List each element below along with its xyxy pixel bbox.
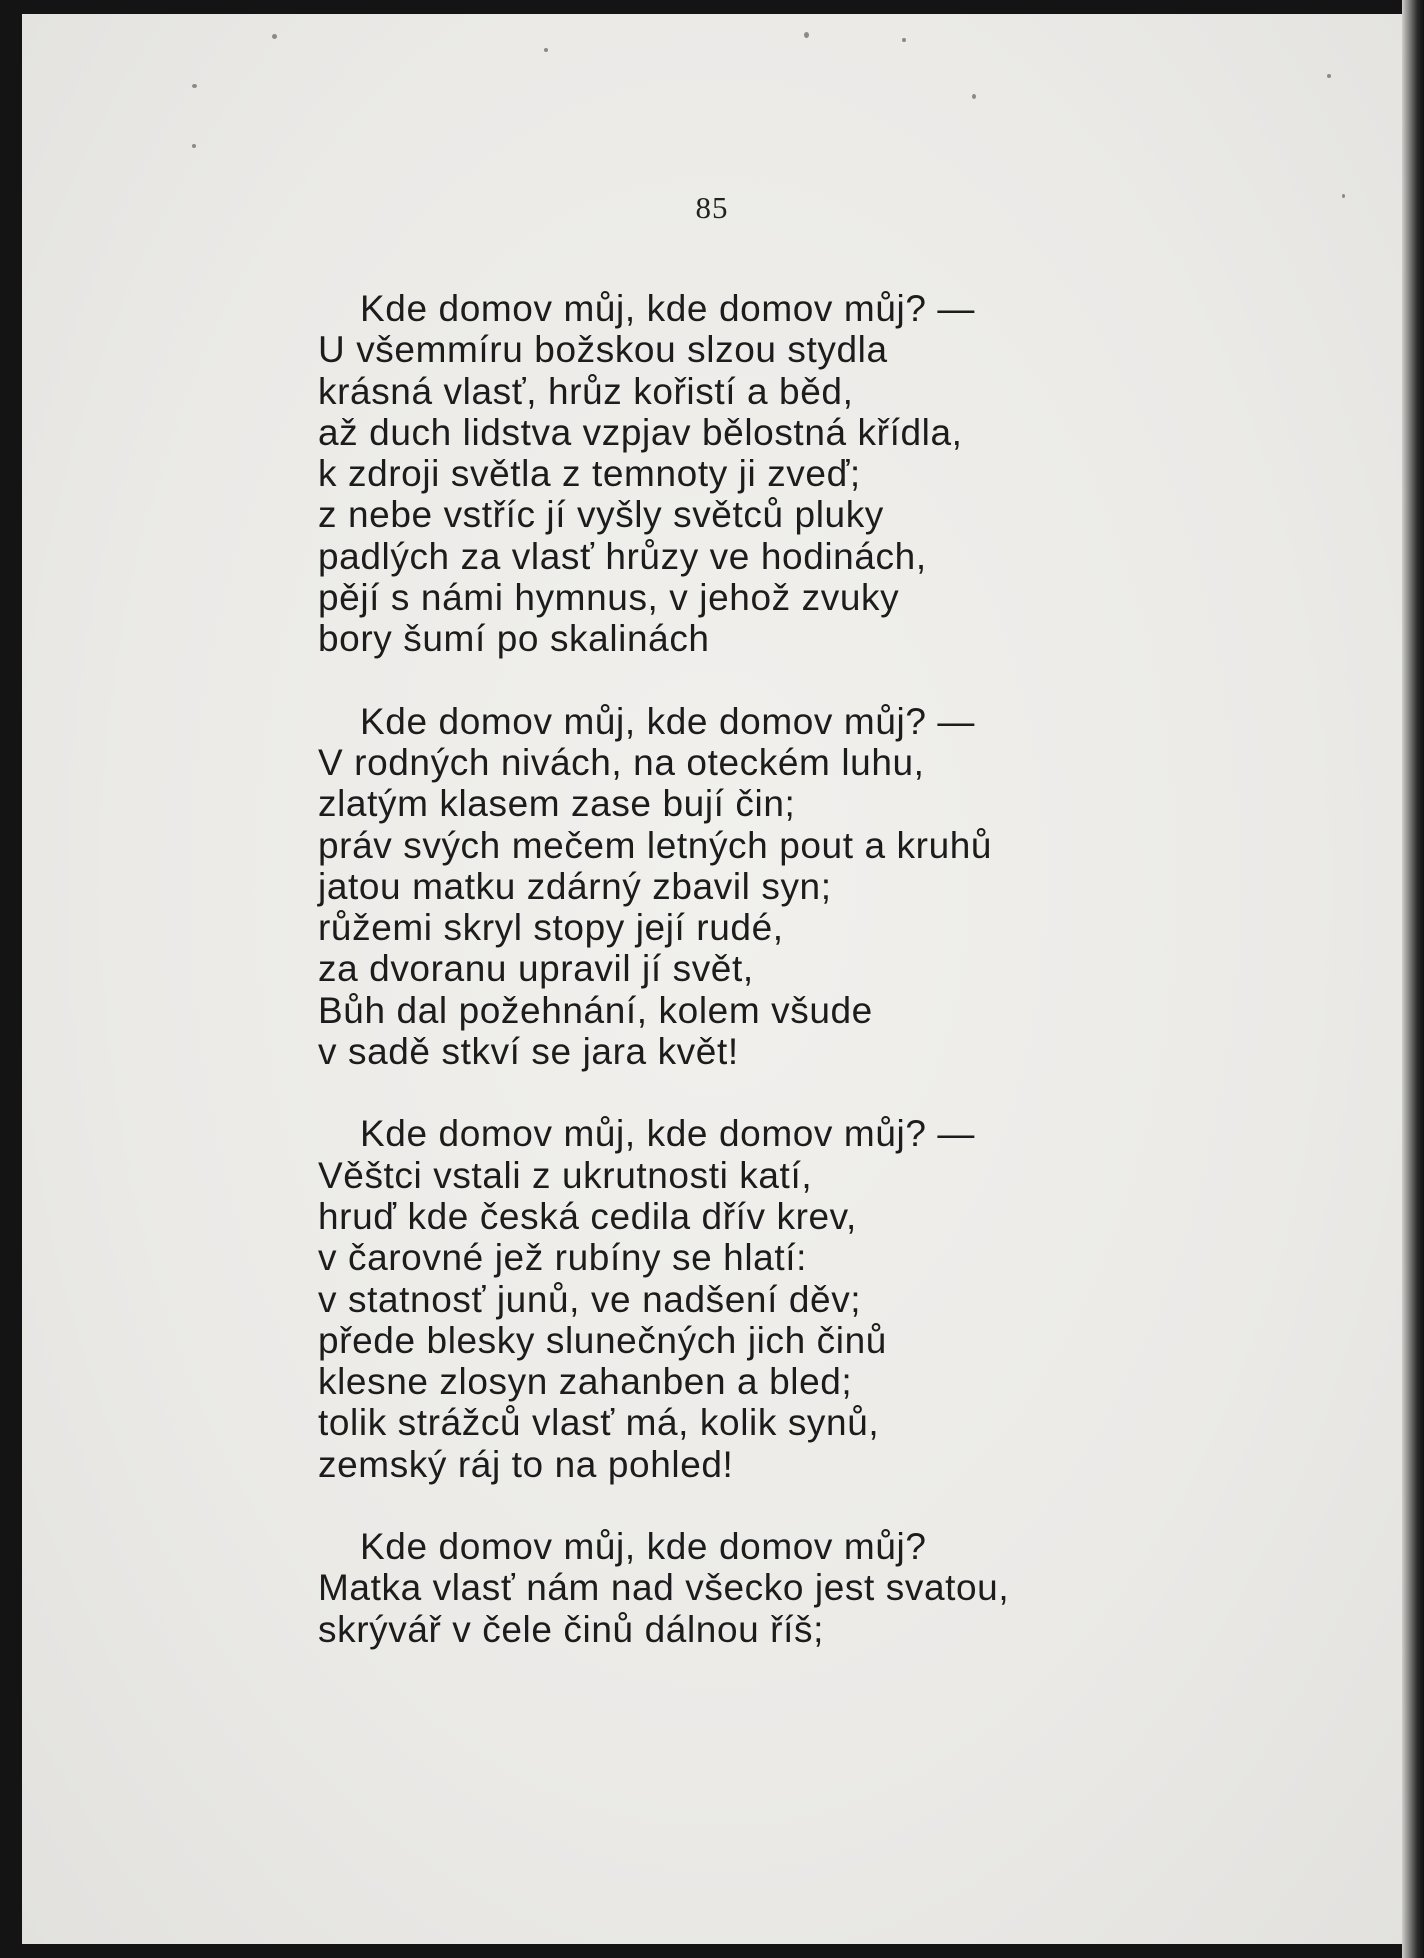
poem-line: Kde domov můj, kde domov můj? — — [360, 288, 975, 329]
poem-line: v statnosť junů, ve nadšení děv; — [318, 1278, 862, 1320]
poem-line: pějí s námi hymnus, v jehož zvuky — [318, 577, 900, 619]
poem-line: padlých za vlasť hrůzy ve hodinách, — [318, 535, 927, 577]
poem-line: z nebe vstříc jí vyšly světců pluky — [318, 494, 884, 536]
poem-line: přede blesky slunečných jich činů — [318, 1319, 887, 1361]
poem-line: růžemi skryl stopy její rudé, — [318, 907, 784, 949]
poem-line: zemský ráj to na pohled! — [318, 1443, 734, 1485]
dust-speck — [192, 144, 196, 148]
dust-speck — [544, 48, 548, 52]
poem-line: klesne zlosyn zahanben a bled; — [318, 1361, 853, 1403]
dust-speck — [972, 94, 976, 99]
poem-line: Kde domov můj, kde domov můj? — — [360, 1113, 975, 1155]
poem-line: Kde domov můj, kde domov můj? — [360, 1526, 927, 1568]
poem-line: práv svých mečem letných pout a kruhů — [318, 824, 993, 866]
stanza-1 — [318, 288, 1009, 660]
poem-line: tolik strážců vlasť má, kolik synů, — [318, 1402, 880, 1444]
poem-text — [318, 288, 1009, 1650]
poem-line: skrývář v čele činů dálnou říš; — [318, 1608, 824, 1650]
page-edge-shadow — [1402, 0, 1424, 1958]
poem-line: v sadě stkví se jara květ! — [318, 1031, 739, 1073]
dust-speck — [192, 84, 197, 88]
poem-line: V rodných nivách, na oteckém luhu, — [318, 741, 925, 783]
dust-speck — [902, 38, 906, 42]
dust-speck — [804, 32, 809, 38]
poem-line: v čarovné jež rubíny se hlatí: — [318, 1237, 807, 1279]
poem-line: k zdroji světla z temnoty ji zveď; — [318, 453, 861, 495]
dust-speck — [272, 34, 277, 39]
poem-line: Matka vlasť nám nad všecko jest svatou, — [318, 1567, 1010, 1609]
dust-speck — [1327, 74, 1331, 78]
poem-line: zlatým klasem zase bují čin; — [318, 783, 796, 825]
page-number: 85 — [695, 190, 729, 225]
stanza-3 — [318, 1113, 1009, 1485]
stanza-2 — [318, 701, 1009, 1073]
poem-line: U všemmíru božskou slzou stydla — [318, 329, 888, 371]
poem-line: za dvoranu upravil jí svět, — [318, 948, 754, 990]
poem-line: bory šumí po skalinách — [318, 618, 710, 660]
stanza-4 — [318, 1526, 1009, 1650]
poem-line: krásná vlasť, hrůz kořistí a běd, — [318, 370, 854, 412]
poem-line: Kde domov můj, kde domov můj? — — [360, 700, 975, 742]
poem-line: jatou matku zdárný zbavil syn; — [318, 865, 832, 907]
poem-line: Bůh dal požehnání, kolem všude — [318, 989, 873, 1031]
poem-line: až duch lidstva vzpjav bělostná křídla, — [318, 411, 963, 453]
poem-line: Věštci vstali z ukrutnosti katí, — [318, 1154, 813, 1196]
poem-line: hruď kde česká cedila dřív krev, — [318, 1195, 857, 1237]
